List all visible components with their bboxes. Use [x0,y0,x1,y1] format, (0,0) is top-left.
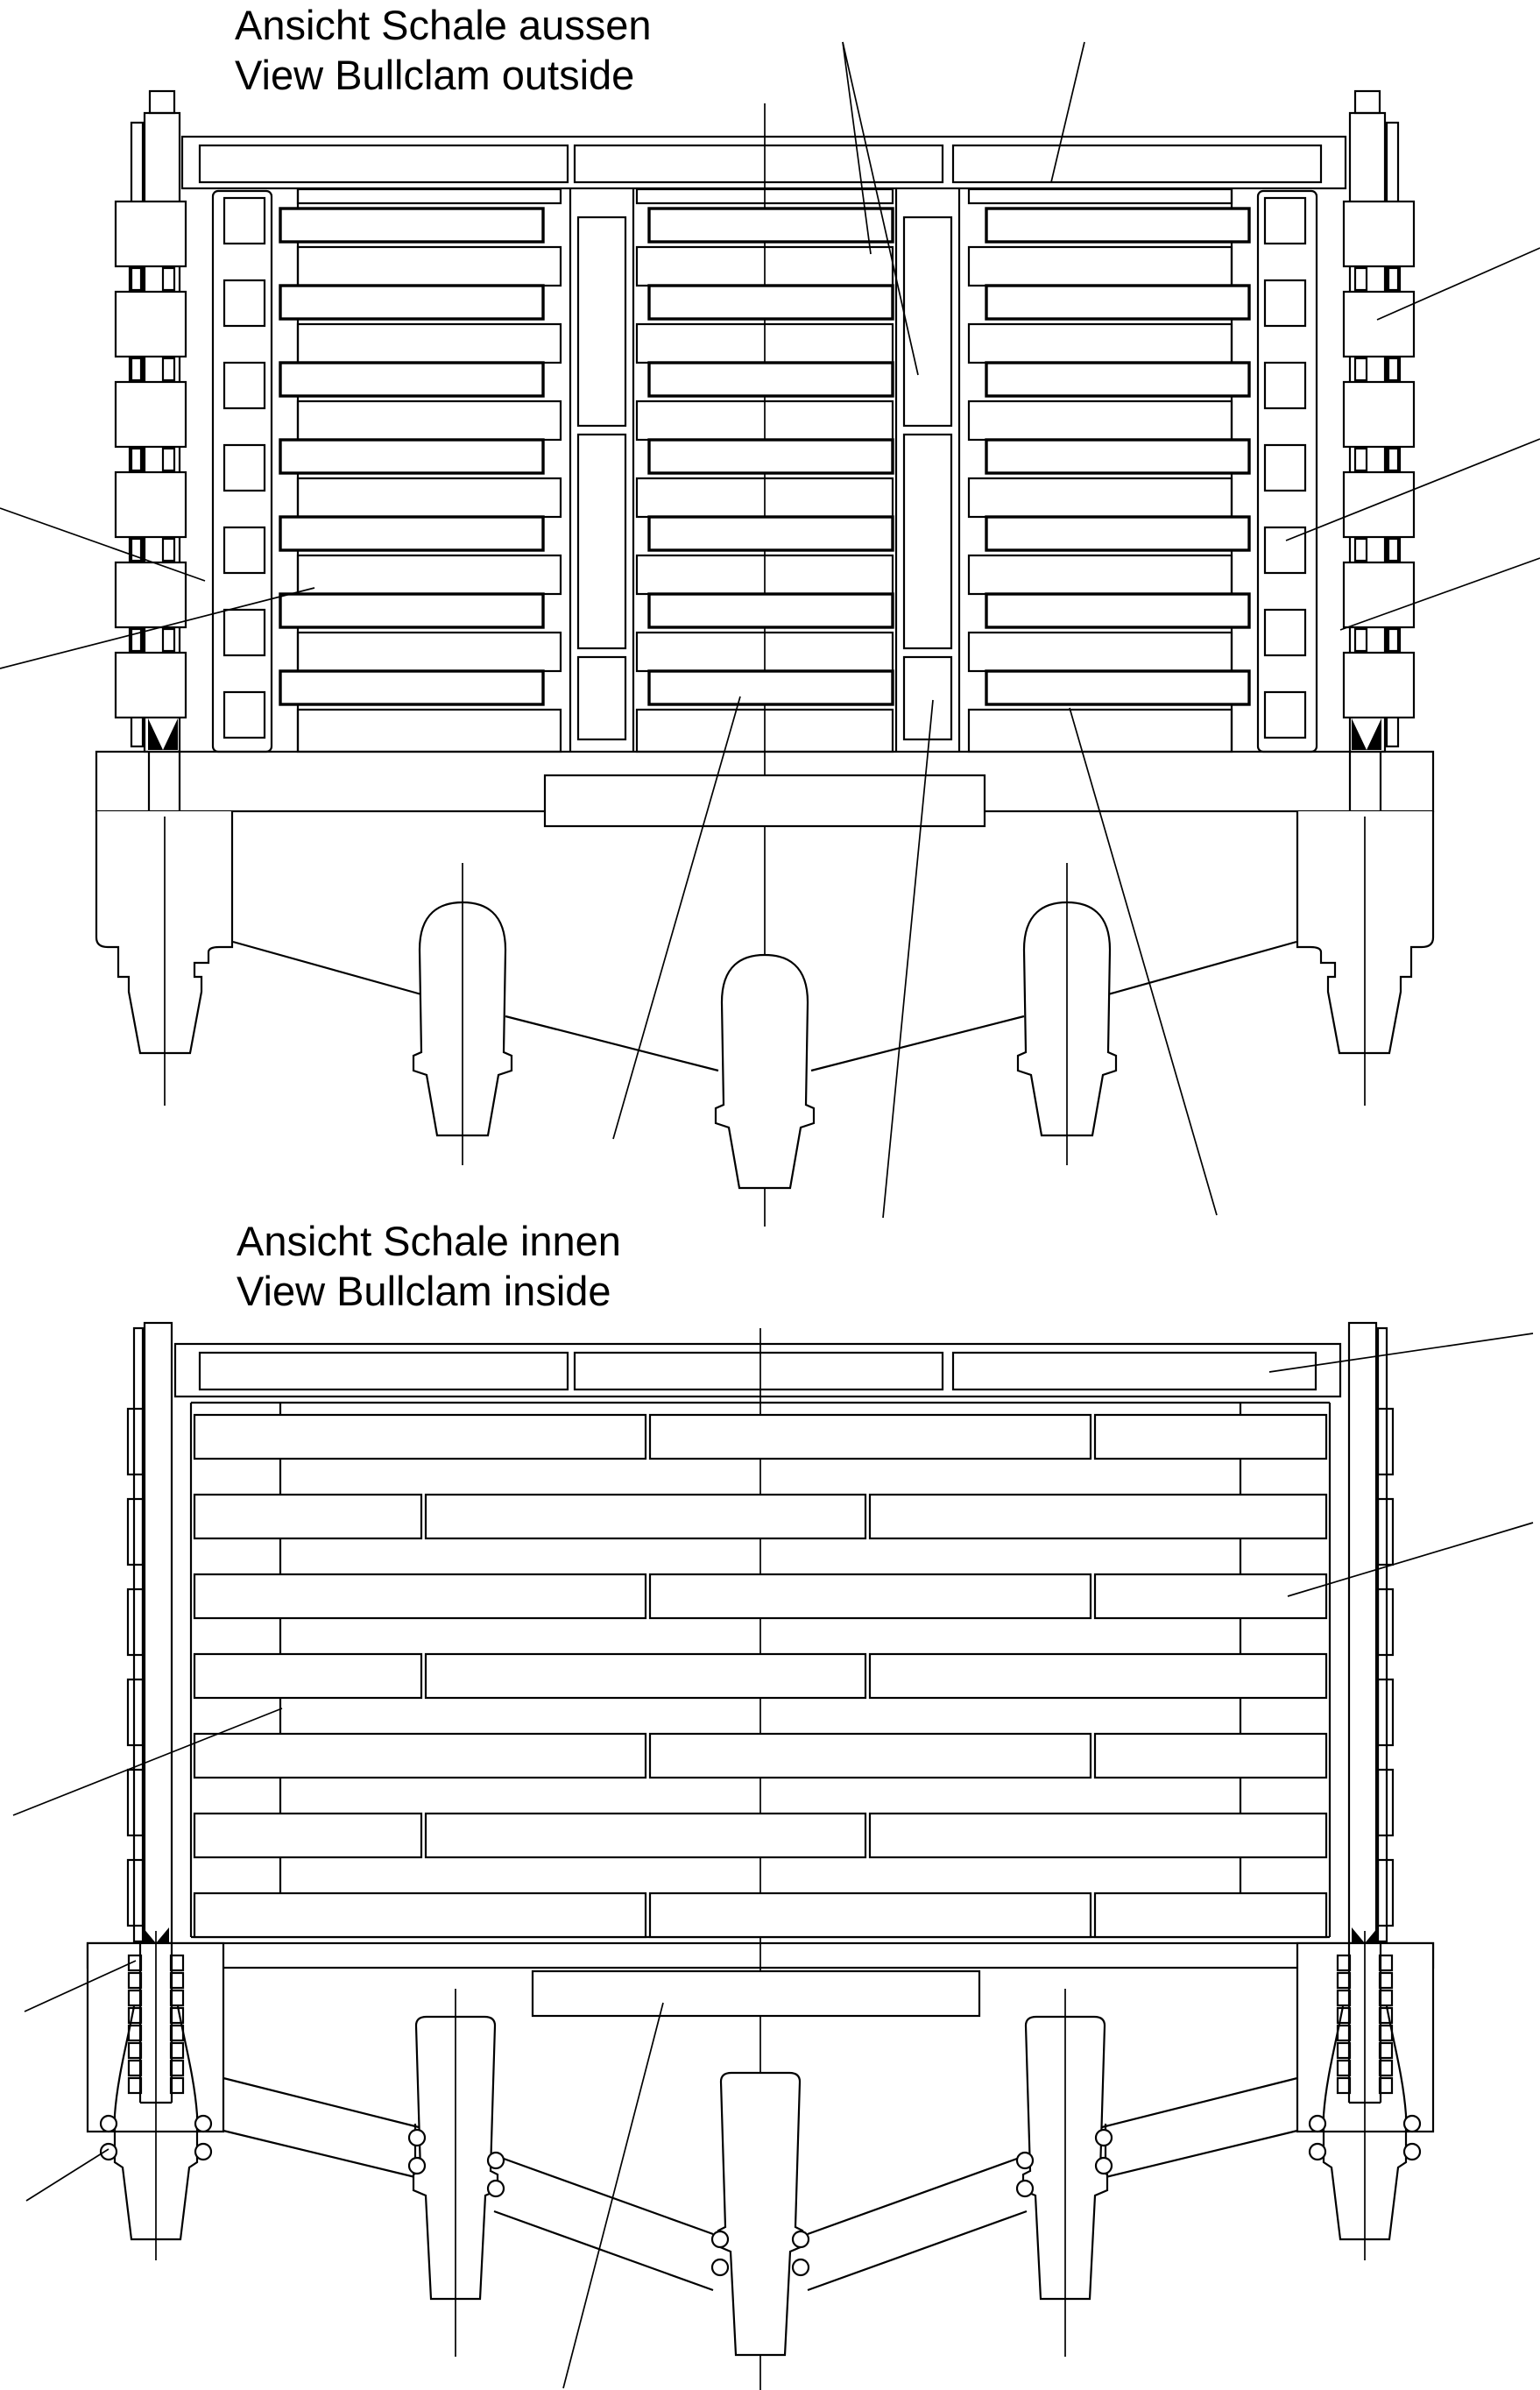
tooth-center [718,2073,802,2355]
edge-squares [224,198,265,738]
bolt [195,2116,211,2132]
post-cap [150,91,174,113]
edge-assembly-right [1349,1323,1393,1943]
bolt [101,2116,117,2132]
corner-assembly-left [88,1931,223,2260]
bolt [195,2144,211,2160]
leader-line [1051,42,1084,182]
vertical-plate-column [896,188,959,752]
beam-segment [200,1353,568,1389]
beam-segment [575,1353,943,1389]
slat-row [194,1415,1326,1459]
inside-view-drawing [13,1323,1533,2390]
leader-line [563,2003,663,2388]
top-beam [182,137,1346,188]
mounting-strip [545,775,985,826]
leader-line [26,2149,109,2201]
vertical-plate-column [570,188,633,752]
slat-row [194,1734,1326,1778]
slat-row [194,1495,1326,1538]
top-beam [175,1344,1340,1397]
beam-segment [200,145,568,182]
slat-row [194,1654,1326,1698]
outside-view-title-de: Ansicht Schale aussen [235,2,652,48]
edge-assembly-left [116,91,298,752]
tooth-center [716,955,814,1188]
outside-view-title-en: View Bullclam outside [235,52,635,98]
edge-assembly-right [1232,91,1414,752]
mounting-strip [533,1971,979,2016]
edge-tabs [128,1409,143,1926]
side-post [145,1323,172,1943]
inside-view-title-en: View Bullclam inside [237,1268,611,1314]
slat-row [194,1814,1326,1857]
edge-strip [134,1328,143,1941]
slat-column-right [969,189,1249,752]
slat-row [194,1574,1326,1618]
beam-segment [953,145,1321,182]
leader-line [613,696,740,1139]
beam-segment [953,1353,1316,1389]
base-and-cutting-edge [88,1931,1433,2357]
outside-view-drawing [0,42,1540,1227]
beam-segment [575,145,943,182]
slat-column-left [280,189,561,752]
squares-column-frame [213,191,272,752]
edge-assembly-left [128,1323,172,1943]
inside-view-title-de: Ansicht Schale innen [237,1218,621,1264]
base-and-cutting-edge [96,752,1433,1188]
slat-row [194,1893,1326,1937]
corner-assembly-right [1297,1931,1433,2260]
